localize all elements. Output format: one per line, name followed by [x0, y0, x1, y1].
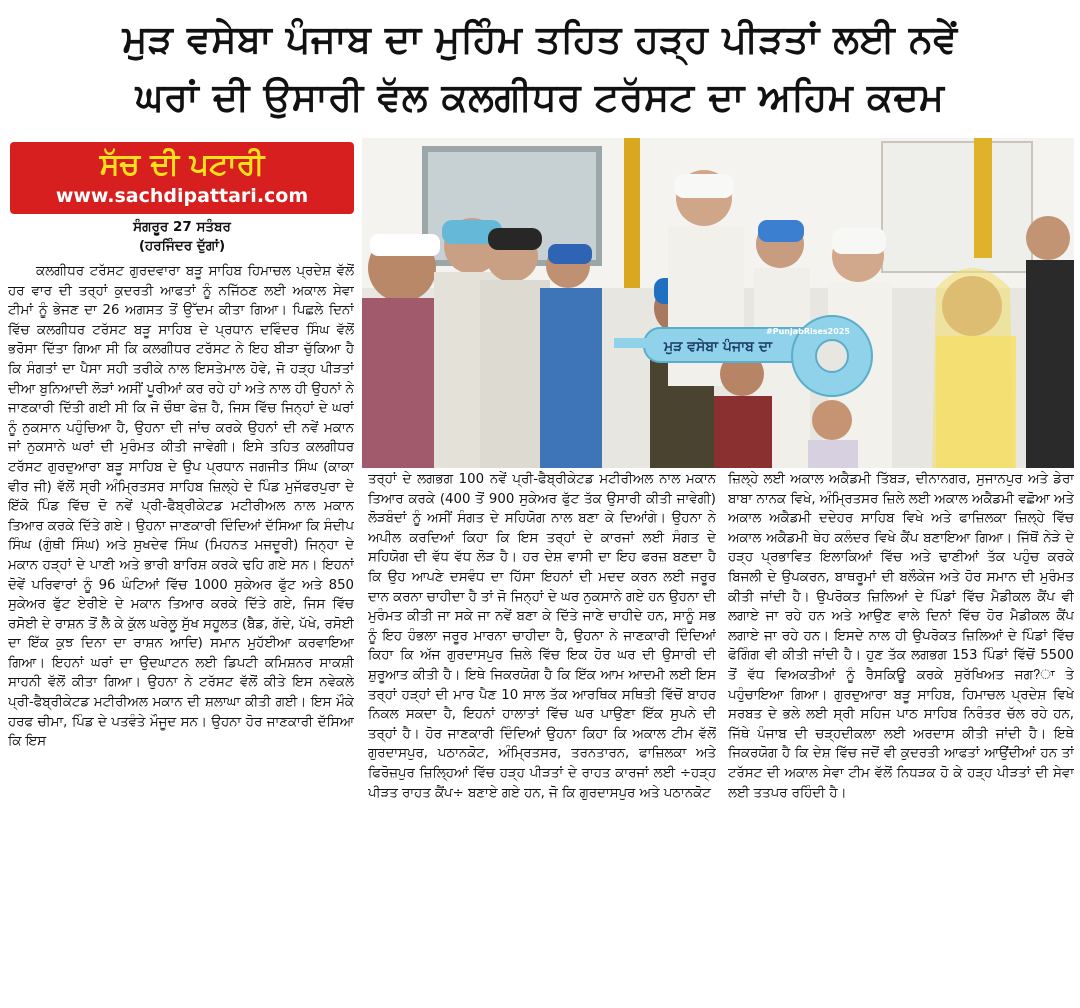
article-column-1: [8, 262, 354, 1002]
photo-illustration: [362, 138, 1074, 468]
logo-website[interactable]: www.sachdipattari.com: [55, 185, 309, 207]
key-text: ਮੁੜ ਵਸੇਬਾ ਪੰਜਾਬ ਦਾ: [664, 339, 772, 355]
article-column-2: [368, 470, 716, 1004]
headline-line-2: ਘਰਾਂ ਦੀ ਉਸਾਰੀ ਵੱਲ ਕਲਗੀਧਰ ਟਰੱਸਟ ਦਾ ਅਹਿਮ ਕਦਮ: [135, 75, 945, 119]
dateline: [10, 218, 354, 256]
headline: [0, 0, 1080, 136]
dateline-place-date: ਸੰਗਰੂਰ 27 ਸਤੰਬਰ: [133, 219, 231, 235]
news-photo: [362, 138, 1074, 468]
headline-line-1: ਮੁੜ ਵਸੇਬਾ ਪੰਜਾਬ ਦਾ ਮੁਹਿੰਮ ਤਹਿਤ ਹੜ੍ਹ ਪੀੜਤਾਂ ਲਈ ਨਵੇਂ: [122, 17, 958, 61]
article-text-col2: ਤਰ੍ਹਾਂ ਦੇ ਲਗਭਗ 100 ਨਵੇਂ ਪ੍ਰੀ-ਫੈਬ੍ਰੀਕੇਟਡ ਮਟੀਰੀਅਲ ਨਾਲ ਮਕਾਨ ਤਿਆਰ ਕਰਕੇ (400 ਤੋਂ 900 ਸੁਕੇਅਰ ਫੁੱਟ ਤੱਕ ਉਸਾਰੀ ਕੀਤੀ ਜਾਵੇਗੀ) ਲੋੜਬੰਦਾਂ ਨੂੰ ਅਸੀਂ ਸੰਗਤ ਦੇ ਸਹਿਯੋਗ ਨਾਲ ਬਣਾ ਕੇ ਦਿਆਂਗੇ। ਉਹਨਾ ਨੇ ਅਪੀਲ ਕਰਦਿਆਂ ਕਿਹਾ ਕਿ ਇਸ ਤਰ੍ਹਾਂ ਦੇ ਕਾਰਜਾਂ ਲਈ ਸੰਗਤ ਦੇ ਸਹਿਯੋਗ ਦੀ ਵੱਧ ਵੱਧ ਲੋੜ ਹੈ। ਹਰ ਦੇਸ਼ ਵਾਸੀ ਦਾ ਇਹ ਫਰਜ਼ ਬਣਦਾ ਹੈ ਕਿ ਉਹ ਆਪਣੇ ਦਸਵੰਧ ਦਾ ਹਿੱਸਾ ਇਹਨਾਂ ਦੀ ਮਦਦ ਕਰਨ ਲਈ ਜਰੂਰ ਦਾਨ ਕਰਨਾ ਚਾਹੀਦਾ ਹੈ ਤਾਂ ਜੋ ਜਿਨ੍ਹਾਂ ਦੇ ਘਰ ਨੁਕਸਾਨੇ ਗਏ ਹਨ ਉਹਨਾ ਦੀ ਮੁਰੰਮਤ ਕੀਤੀ ਜਾ ਸਕੇ ਜਾ ਨਵੇਂ ਬਣਾ ਕੇ ਦਿੱਤੇ ਜਾਣੇ ਚਾਹੀਦੇ ਹਨ, ਸਾਨੂੰ ਸਭ ਨੂੰ ਇਹ ਹੰਭਲਾ ਜਰੂਰ ਮਾਰਨਾ ਚਾਹੀਦਾ ਹੈ, ਉਹਨਾ ਨੇ ਜਾਣਕਾਰੀ ਦਿੰਦਿਆਂ ਕਿਹਾ ਕਿ ਅੱਜ ਗੁਰਦਾਸਪੁਰ ਜ਼ਿਲੇ ਵਿੱਚ ਇਕ ਹੋਰ ਘਰ ਦੀ ਉਸਾਰੀ ਦੀ ਸ਼ੁਰੂਆਤ ਕੀਤੀ ਹੈ। ਇਥੇ ਜਿਕਰਯੋਗ ਹੈ ਕਿ ਇੱਕ ਆਮ ਆਦਮੀ ਲਈ ਇਸ ਤਰ੍ਹਾਂ ਹੜ੍ਹਾਂ ਦੀ ਮਾਰ ਪੈਣ 10 ਸਾਲ ਤੱਕ ਆਰਥਿਕ ਸਥਿਤੀ ਵਿੱਚੋਂ ਬਾਹਰ ਨਿਕਲ ਸਕਦਾ ਹੈ, ਇਹਨਾਂ ਹਾਲਾਤਾਂ ਵਿੱਚ ਘਰ ਪਾਉਣਾ ਇੱਕ ਸੁਪਨੇ ਦੀ ਤਰ੍ਹਾਂ ਹੈ। ਹੋਰ ਜਾਣਕਾਰੀ ਦਿੰਦਿਆਂ ਉਹਨਾ ਕਿਹਾ ਕਿ ਅਕਾਲ ਟੀਮ ਵੱਲੋਂ ਗੁਰਦਾਸਪੁਰ, ਪਠਾਨਕੋਟ, ਅੰਮ੍ਰਿਤਸਰ, ਤਰਨਤਾਰਨ, ਫਾਜ਼ਿਲਕਾ ਅਤੇ ਫਿਰੋਜ਼ਪੁਰ ਜ਼ਿਲ੍ਹਿਆਂ ਵਿੱਚ ਹੜ੍ਹ ਪੀੜਤਾਂ ਦੇ ਰਾਹਤ ਕਾਰਜਾਂ ਲਈ ÷ਹੜ੍ਹ ਪੀੜਤ ਰਾਹਤ ਕੈਂਪ÷ ਬਣਾਏ ਗਏ ਹਨ, ਜੋ ਕਿ ਗੁਰਦਾਸਪੁਰ ਅਤੇ ਪਠਾਨਕੋਟ: [368, 472, 716, 801]
logo-brand-name: ਸੱਚ ਦੀ ਪਟਾਰੀ: [99, 147, 265, 182]
dateline-reporter: (ਹਰਜਿੰਦਰ ਦੁੱਗਾਂ): [138, 238, 226, 254]
publication-logo[interactable]: [10, 142, 354, 214]
key-hashtag: #PunjabRises2025: [766, 327, 850, 336]
article-text-col1: ਕਲਗੀਧਰ ਟਰੱਸਟ ਗੁਰਦਵਾਰਾ ਬੜੂ ਸਾਹਿਬ ਹਿਮਾਚਲ ਪ੍ਰਦੇਸ਼ ਵੱਲੋਂ ਹਰ ਵਾਰ ਦੀ ਤਰ੍ਹਾਂ ਕੁਦਰਤੀ ਆਫਤਾਂ ਨੂੰ ਨਜਿੱਠਣ ਲਈ ਅਕਾਲ ਸੇਵਾ ਟੀਮਾਂ ਨੂੰ ਭੇਜਣ ਦਾ 26 ਅਗਸਤ ਤੋਂ ਉੱਦਮ ਕੀਤਾ ਗਿਆ। ਪਿਛਲੇ ਦਿਨਾਂ ਵਿੱਚ ਕਲਗੀਧਰ ਟਰੱਸਟ ਬੜੂ ਸਾਹਿਬ ਦੇ ਪ੍ਰਧਾਨ ਦਵਿੰਦਰ ਸਿੰਘ ਵੱਲੋਂ ਭਰੋਸਾ ਦਿੱਤਾ ਗਿਆ ਸੀ ਕਿ ਕਲਗੀਧਰ ਟਰੱਸਟ ਨੇ ਇਹ ਬੀੜਾ ਚੁੱਕਿਆ ਹੈ ਕਿ ਸੰਗਤਾਂ ਦਾ ਪੈਸਾ ਸਹੀ ਤਰੀਕੇ ਨਾਲ ਇਸਤੇਮਾਲ ਹੋਵੇ, ਜੋ ਹੜ੍ਹ ਪੀੜਤਾਂ ਦੀਆ ਬੁਨਿਆਦੀ ਲੋੜਾਂ ਅਸੀਂ ਪੂਰੀਆਂ ਕਰ ਰਹੇ ਹਾਂ ਅਤੇ ਨਾਲ ਹੀ ਉਹਨਾਂ ਨੇ ਜਾਣਕਾਰੀ ਦਿੱਤੀ ਗਈ ਸੀ ਕਿ ਜੋ ਚੌਥਾ ਫੇਜ਼ ਹੈ, ਜਿਸ ਵਿੱਚ ਜਿਨ੍ਹਾਂ ਦੇ ਘਰਾਂ ਨੂੰ ਨੁਕਸਾਨ ਪਹੁੰਚਿਆ ਹੈ, ਉਹਨਾ ਦੀ ਜਾਂਚ ਕਰਕੇ ਉਹਨਾਂ ਦੀ ਨਵੇਂ ਮਕਾਨ ਜਾਂ ਨੁਕਸਾਨੇ ਘਰਾਂ ਦੀ ਮੁਰੰਮਤ ਕੀਤੀ ਜਾਵੇਗੀ। ਇਸੇ ਤਹਿਤ ਕਲਗੀਧਰ ਟਰੱਸਟ ਗੁਰਦੁਆਰਾ ਬੜੂ ਸਾਹਿਬ ਦੇ ਉਪ ਪ੍ਰਧਾਨ ਜਗਜੀਤ ਸਿੰਘ (ਕਾਕਾ ਵੀਰ ਜੀ) ਵੱਲੋਂ ਸ੍ਰੀ ਅੰਮ੍ਰਿਤਸਰ ਸਾਹਿਬ ਜ਼ਿਲ੍ਹੇ ਦੇ ਪਿੰਡ ਮੁਜੱਫਰਪੁਰਾ ਦੇ ਇੱਕੋ ਪਿੰਡ ਵਿੱਚ ਦੋ ਨਵੇਂ ਪ੍ਰੀ-ਫੈਬ੍ਰੀਕੇਟਡ ਮਟੀਰੀਅਲ ਨਾਲ ਮਕਾਨ ਤਿਆਰ ਕਰਕੇ ਦਿੱਤੇ ਗਏ। ਉਹਨਾ ਜਾਣਕਾਰੀ ਦਿੰਦਿਆਂ ਦੱਸਿਆ ਕਿ ਸੰਦੀਪ ਸਿੰਘ (ਗੁੰਥੀ ਸਿੰਘ) ਅਤੇ ਸੁਖਦੇਵ ਸਿੰਘ (ਮਿਹਨਤ ਮਜਦੂਰੀ) ਜਿਨ੍ਹਾ ਦੇ ਮਕਾਨ ਹੜ੍ਹਾਂ ਦੇ ਪਾਣੀ ਅਤੇ ਭਾਰੀ ਬਾਰਿਸ਼ ਕਰਕੇ ਢਹਿ ਗਏ ਸਨ। ਇਹਨਾਂ ਦੋਵੇਂ ਪਰਿਵਾਰਾਂ ਨੂੰ 96 ਘੰਟਿਆਂ ਵਿੱਚ 1000 ਸੁਕੇਅਰ ਫੁੱਟ ਅਤੇ 850 ਸੁਕੇਅਰ ਫੁੱਟ ਏਰੀਏ ਦੇ ਮਕਾਨ ਤਿਆਰ ਕਰਕੇ ਦਿੱਤੇ ਗਏ, ਜਿਸ ਵਿੱਚ ਰਸੋਈ ਦੇ ਰਾਸ਼ਨ ਤੋਂ ਲੈ ਕੇ ਕੁੱਲ ਘਰੇਲੂ ਸੁੱਖ ਸਹੂਲਤ (ਬੈਡ, ਗੱਦੇ, ਪੱਖੇ, ਰਸੋਈ ਦਾ ਇੱਕ ਕੁਝ ਦਿਨਾ ਦਾ ਰਾਸ਼ਨ ਆਦਿ) ਸਮਾਨ ਮੁਹੱਈਆ ਕਰਵਾਇਆ ਗਿਆ। ਇਹਨਾਂ ਘਰਾਂ ਦਾ ਉਦਘਾਟਨ ਲਈ ਡਿਪਟੀ ਕਮਿਸ਼ਨਰ ਸਾਕਸ਼ੀ ਸਾਹਨੀ ਵੱਲੋਂ ਕੀਤਾ ਗਿਆ। ਉਹਨਾ ਨੇ ਟਰੱਸਟ ਵੱਲੋਂ ਕੀਤੇ ਇਸ ਨਵੇਕਲੇ ਪ੍ਰੀ-ਫੈਬ੍ਰੀਕੇਟਡ ਮਟੀਰੀਅਲ ਮਕਾਨ ਦੀ ਸ਼ਲਾਘਾ ਕੀਤੀ ਗਈ। ਇਸ ਮੌਕੇ ਹਰਫ ਚੀਮਾ, ਪਿੰਡ ਦੇ ਪਤਵੰਤੇ ਮੌਜੂਦ ਸਨ। ਉਹਨਾ ਹੋਰ ਜਾਣਕਾਰੀ ਦੱਸਿਆ ਕਿ ਇਸ: [8, 264, 354, 750]
article-text-col3: ਜ਼ਿਲ੍ਹੇ ਲਈ ਅਕਾਲ ਅਕੈਡਮੀ ਤਿੱਬੜ, ਦੀਨਾਨਗਰ, ਸੁਜਾਨਪੁਰ ਅਤੇ ਡੇਰਾ ਬਾਬਾ ਨਾਨਕ ਵਿਖੇ, ਅੰਮ੍ਰਿਤਸਰ ਜ਼ਿਲੇ ਲਈ ਅਕਾਲ ਅਕੈਡਮੀ ਵਛੋਆ ਅਤੇ ਅਕਾਲ ਅਕੈਡਮੀ ਦਦੇਹਰ ਸਾਹਿਬ ਵਿਖੇ ਅਤੇ ਫਾਜ਼ਿਲਕਾ ਜ਼ਿਲ੍ਹੇ ਵਿੱਚ ਅਕਾਲ ਅਕੈਡਮੀ ਥੇਹ ਕਲੰਦਰ ਵਿਖੇ ਕੈਂਪ ਬਣਾਇਆ ਗਿਆ। ਜਿੱਥੋਂ ਨੇੜੇ ਦੇ ਹੜ੍ਹ ਪ੍ਰਭਾਵਿਤ ਇਲਾਕਿਆਂ ਵਿੱਚ ਅਤੇ ਢਾਣੀਆਂ ਤੱਕ ਪਹੁੰਚ ਕਰਕੇ ਬਿਜਲੀ ਦੇ ਉਪਕਰਨ, ਬਾਥਰੂਮਾਂ ਦੀ ਬਲੌਕੇਜ ਅਤੇ ਹੋਰ ਸਮਾਨ ਦੀ ਮੁਰੰਮਤ ਕੀਤੀ ਜਾਂਦੀ ਹੈ। ਉਪਰੋਕਤ ਜ਼ਿਲਿਆਂ ਦੇ ਪਿੰਡਾਂ ਵਿੱਚ ਮੈਡੀਕਲ ਕੈਂਪ ਵੀ ਲਗਾਏ ਜਾ ਰਹੇ ਹਨ ਅਤੇ ਆਉਣ ਵਾਲੇ ਦਿਨਾਂ ਵਿੱਚ ਹੋਰ ਮੈਡੀਕਲ ਕੈਂਪ ਲਗਾਏ ਜਾ ਰਹੇ ਹਨ। ਇਸਦੇ ਨਾਲ ਹੀ ਉਪਰੋਕਤ ਜ਼ਿਲਿਆਂ ਦੇ ਪਿੰਡਾਂ ਵਿੱਚ ਫੋਗਿੰਗ ਵੀ ਕੀਤੀ ਜਾਂਦੀ ਹੈ। ਹੁਣ ਤੱਕ ਲਗਭਗ 153 ਪਿੰਡਾਂ ਵਿੱਚੋਂ 5500 ਤੋਂ ਵੱਧ ਵਿਅਕਤੀਆਂ ਨੂੰ ਰੈਸਕਿਊ ਕਰਕੇ ਸੁਰੱਖਿਅਤ ਜਗ?ਾ ਤੇ ਪਹੁੰਚਾਇਆ ਗਿਆ। ਗੁਰਦੁਆਰਾ ਬੜੂ ਸਾਹਿਬ, ਹਿਮਾਚਲ ਪ੍ਰਦੇਸ਼ ਵਿਖੇ ਸਰਬਤ ਦੇ ਭਲੇ ਲਈ ਸ੍ਰੀ ਸਹਿਜ ਪਾਠ ਸਾਹਿਬ ਨਿਰੰਤਰ ਚੱਲ ਰਹੇ ਹਨ, ਜਿੱਥੇ ਪੰਜਾਬ ਦੀ ਚੜ੍ਹਦੀਕਲਾ ਲਈ ਅਰਦਾਸ ਕੀਤੀ ਜਾਂਦੀ ਹੈ। ਇਥੇ ਜਿਕਰਯੋਗ ਹੈ ਕਿ ਦੇਸ਼ ਵਿੱਚ ਜਦੋਂ ਵੀ ਕੁਦਰਤੀ ਆਫਤਾਂ ਆਉਂਦੀਆਂ ਹਨ ਤਾਂ ਟਰੱਸਟ ਦੀ ਅਕਾਲ ਸੇਵਾ ਟੀਮ ਵੱਲੋਂ ਨਿਧੜਕ ਹੋ ਕੇ ਹੜ੍ਹ ਪੀੜਤਾਂ ਦੀ ਸੇਵਾ ਲਈ ਤਤਪਰ ਰਹਿੰਦੀ ਹੈ।: [728, 472, 1074, 801]
article-column-3: [728, 470, 1074, 1004]
